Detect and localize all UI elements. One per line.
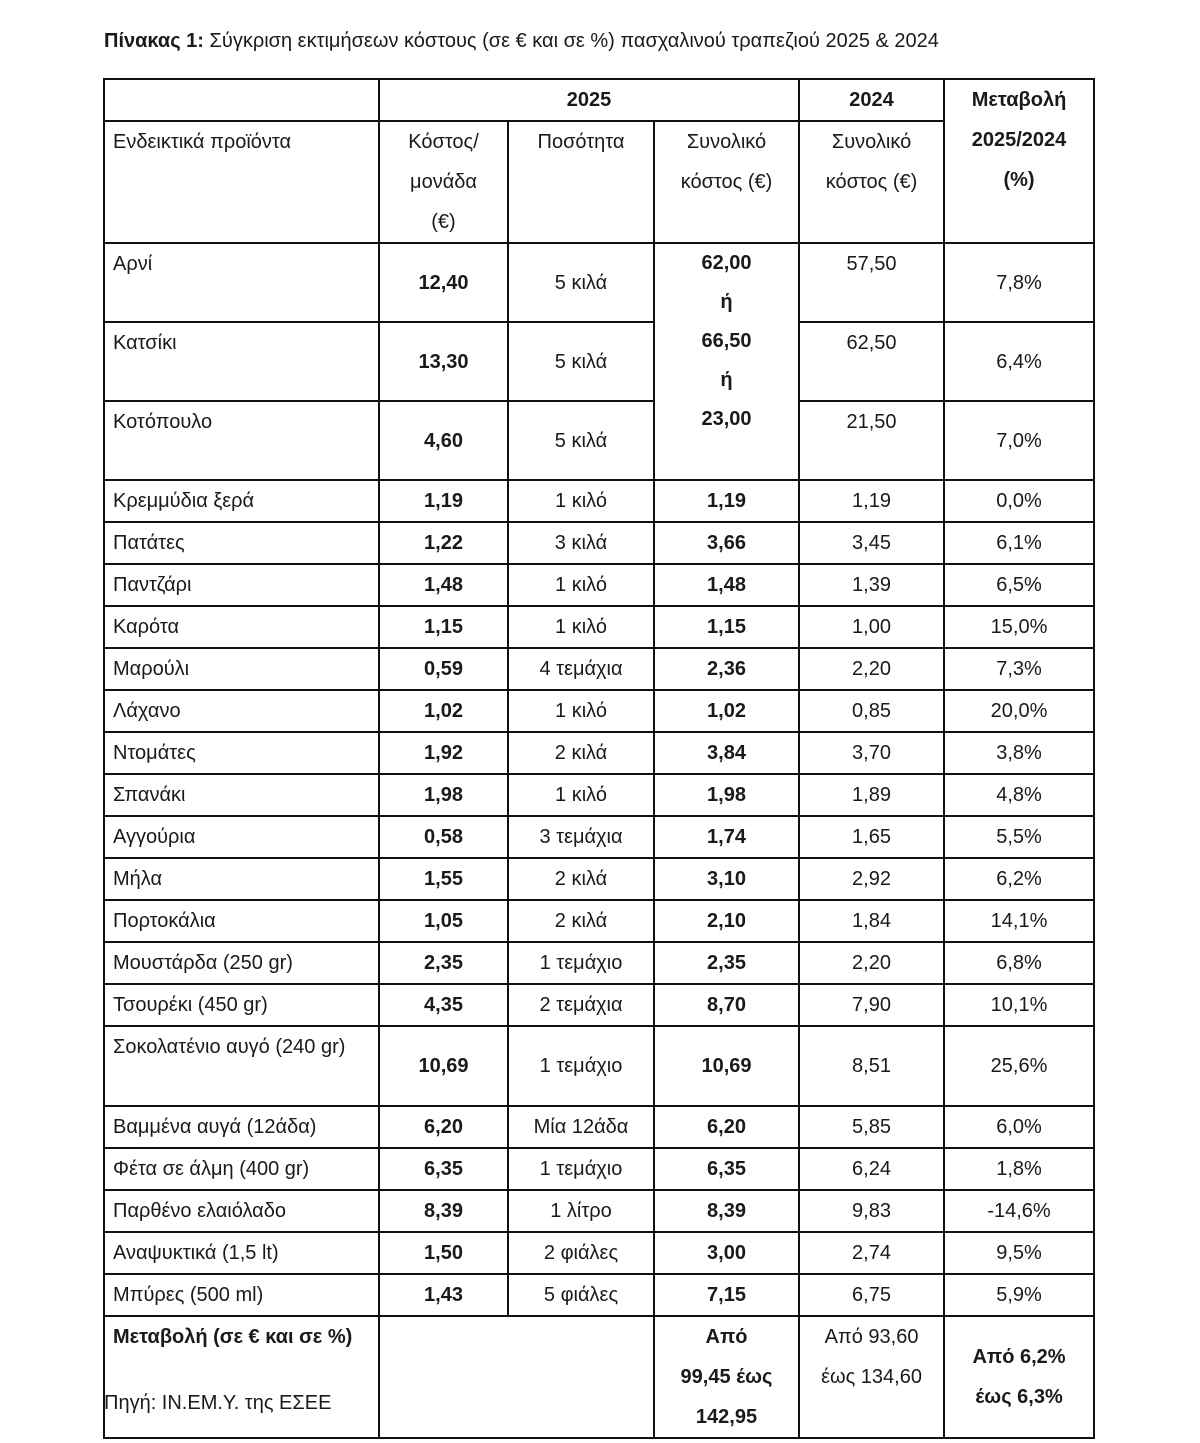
product-cell: Φέτα σε άλμη (400 gr) xyxy=(104,1148,379,1190)
meat-total-or-1: ή xyxy=(720,291,733,313)
quantity-cell: 4 τεμάχια xyxy=(508,648,654,690)
unit-cost-cell: 0,58 xyxy=(379,816,508,858)
total-2024-cell: 2,74 xyxy=(799,1232,944,1274)
change-cell: 6,1% xyxy=(944,522,1094,564)
header-unit-cost-line2: μονάδα xyxy=(410,171,477,193)
header-total-2024 xyxy=(799,121,944,243)
total-label-cell: Μεταβολή (σε € και σε %) xyxy=(104,1316,379,1438)
change-cell: 7,0% xyxy=(944,401,1094,480)
product-cell: Λάχανο xyxy=(104,690,379,732)
unit-cost-cell: 10,69 xyxy=(379,1026,508,1106)
quantity-cell: 2 φιάλες xyxy=(508,1232,654,1274)
table-row xyxy=(104,1190,1094,1232)
change-cell: 6,8% xyxy=(944,942,1094,984)
total-2024-cell: 2,92 xyxy=(799,858,944,900)
table-row xyxy=(104,480,1094,522)
meat-total-value-2: 66,50 xyxy=(701,330,752,352)
table-row-goat xyxy=(104,322,1094,401)
product-cell: Κρεμμύδια ξερά xyxy=(104,480,379,522)
change-cell: -14,6% xyxy=(944,1190,1094,1232)
quantity-cell: 5 κιλά xyxy=(508,401,654,480)
header-total-2024-line1: Συνολικό xyxy=(831,131,912,153)
total-2024-cell: 1,84 xyxy=(799,900,944,942)
header-year-2024: 2024 xyxy=(799,79,944,121)
table-row xyxy=(104,816,1094,858)
change-cell: 7,8% xyxy=(944,243,1094,322)
header-total-2025-line2: κόστος (€) xyxy=(680,171,773,193)
table-row-chicken xyxy=(104,401,1094,480)
unit-cost-cell: 1,48 xyxy=(379,564,508,606)
meat-total-value-1: 62,00 xyxy=(701,252,752,274)
change-cell: 25,6% xyxy=(944,1026,1094,1106)
table-row xyxy=(104,774,1094,816)
quantity-cell: 1 κιλό xyxy=(508,690,654,732)
total-change-range-cell xyxy=(944,1316,1094,1438)
table-row xyxy=(104,732,1094,774)
total-2025-cell: 7,15 xyxy=(654,1274,799,1316)
meat-total-2025-cell xyxy=(654,243,799,480)
product-cell: Μαρούλι xyxy=(104,648,379,690)
total-2025-cell: 1,02 xyxy=(654,690,799,732)
source-note: Πηγή: ΙΝ.ΕΜ.Υ. της ΕΣΕΕ xyxy=(104,1392,332,1414)
total-2025-cell: 6,35 xyxy=(654,1148,799,1190)
unit-cost-cell: 1,98 xyxy=(379,774,508,816)
product-cell: Σοκολατένιο αυγό (240 gr) xyxy=(104,1026,379,1106)
table-row xyxy=(104,900,1094,942)
unit-cost-cell: 1,92 xyxy=(379,732,508,774)
header-total-2025-line1: Συνολικό xyxy=(686,131,767,153)
change-cell: 6,2% xyxy=(944,858,1094,900)
change-cell: 10,1% xyxy=(944,984,1094,1026)
change-cell: 4,8% xyxy=(944,774,1094,816)
total-2024-cell: 5,85 xyxy=(799,1106,944,1148)
table-row xyxy=(104,1274,1094,1316)
unit-cost-cell: 6,35 xyxy=(379,1148,508,1190)
total-empty-cell xyxy=(379,1316,654,1438)
quantity-cell: 3 κιλά xyxy=(508,522,654,564)
change-cell: 1,8% xyxy=(944,1148,1094,1190)
table-row xyxy=(104,858,1094,900)
change-cell: 14,1% xyxy=(944,900,1094,942)
product-cell: Αρνί xyxy=(104,243,379,322)
total-2025-cell: 10,69 xyxy=(654,1026,799,1106)
unit-cost-cell: 12,40 xyxy=(379,243,508,322)
change-cell: 3,8% xyxy=(944,732,1094,774)
unit-cost-cell: 1,43 xyxy=(379,1274,508,1316)
product-cell: Παντζάρι xyxy=(104,564,379,606)
product-cell: Αναψυκτικά (1,5 lt) xyxy=(104,1232,379,1274)
total-2024-cell: 2,20 xyxy=(799,942,944,984)
unit-cost-cell: 1,50 xyxy=(379,1232,508,1274)
unit-cost-cell: 1,02 xyxy=(379,690,508,732)
change-cell: 5,5% xyxy=(944,816,1094,858)
unit-cost-cell: 1,22 xyxy=(379,522,508,564)
table-row xyxy=(104,606,1094,648)
quantity-cell: 2 κιλά xyxy=(508,858,654,900)
total-2025-range-line2: 99,45 έως xyxy=(680,1366,773,1388)
unit-cost-cell: 1,55 xyxy=(379,858,508,900)
total-2024-cell: 3,45 xyxy=(799,522,944,564)
product-cell: Μουστάρδα (250 gr) xyxy=(104,942,379,984)
quantity-cell: 1 λίτρο xyxy=(508,1190,654,1232)
total-2025-cell: 1,48 xyxy=(654,564,799,606)
total-2024-range-cell xyxy=(799,1316,944,1438)
product-cell: Πορτοκάλια xyxy=(104,900,379,942)
table-row-chocolate-egg xyxy=(104,1026,1094,1106)
quantity-cell: 2 κιλά xyxy=(508,900,654,942)
total-2024-cell: 62,50 xyxy=(799,322,944,401)
unit-cost-cell: 0,59 xyxy=(379,648,508,690)
total-2024-cell: 7,90 xyxy=(799,984,944,1026)
unit-cost-cell: 2,35 xyxy=(379,942,508,984)
change-cell: 6,0% xyxy=(944,1106,1094,1148)
total-2024-cell: 8,51 xyxy=(799,1026,944,1106)
product-cell: Παρθένο ελαιόλαδο xyxy=(104,1190,379,1232)
total-2025-cell: 3,66 xyxy=(654,522,799,564)
product-cell: Ντομάτες xyxy=(104,732,379,774)
total-change-range-line1: Από 6,2% xyxy=(972,1346,1066,1368)
total-2024-cell: 9,83 xyxy=(799,1190,944,1232)
total-2024-cell: 1,89 xyxy=(799,774,944,816)
table-row-total xyxy=(104,1316,1094,1438)
quantity-cell: Μία 12άδα xyxy=(508,1106,654,1148)
total-2024-cell: 2,20 xyxy=(799,648,944,690)
total-2024-cell: 6,24 xyxy=(799,1148,944,1190)
quantity-cell: 5 κιλά xyxy=(508,322,654,401)
total-2024-cell: 21,50 xyxy=(799,401,944,480)
total-2024-cell: 1,19 xyxy=(799,480,944,522)
table-row xyxy=(104,648,1094,690)
quantity-cell: 5 κιλά xyxy=(508,243,654,322)
table-row xyxy=(104,690,1094,732)
change-cell: 6,4% xyxy=(944,322,1094,401)
unit-cost-cell: 8,39 xyxy=(379,1190,508,1232)
header-change-years: 2025/2024 xyxy=(971,129,1067,151)
cost-comparison-table xyxy=(103,78,1095,1439)
change-cell: 0,0% xyxy=(944,480,1094,522)
table-caption xyxy=(104,30,939,53)
table-row xyxy=(104,522,1094,564)
header-year-2025: 2025 xyxy=(379,79,799,121)
header-change-unit: (%) xyxy=(1003,169,1035,191)
product-cell: Πατάτες xyxy=(104,522,379,564)
meat-total-value-3: 23,00 xyxy=(701,408,752,430)
total-2024-cell: 57,50 xyxy=(799,243,944,322)
total-2025-cell: 2,10 xyxy=(654,900,799,942)
header-total-2025 xyxy=(654,121,799,243)
total-2024-cell: 1,39 xyxy=(799,564,944,606)
total-2025-range-cell xyxy=(654,1316,799,1438)
total-2025-cell: 2,36 xyxy=(654,648,799,690)
table-row xyxy=(104,1106,1094,1148)
change-cell: 9,5% xyxy=(944,1232,1094,1274)
total-2025-cell: 3,00 xyxy=(654,1232,799,1274)
header-products: Ενδεικτικά προϊόντα xyxy=(104,121,379,243)
total-2024-cell: 1,65 xyxy=(799,816,944,858)
unit-cost-cell: 1,19 xyxy=(379,480,508,522)
quantity-cell: 1 τεμάχιο xyxy=(508,1148,654,1190)
product-cell: Αγγούρια xyxy=(104,816,379,858)
table-row xyxy=(104,984,1094,1026)
total-2024-range-line1: Από 93,60 xyxy=(824,1326,919,1348)
quantity-cell: 2 τεμάχια xyxy=(508,984,654,1026)
header-quantity: Ποσότητα xyxy=(508,121,654,243)
total-2025-cell: 1,74 xyxy=(654,816,799,858)
unit-cost-cell: 6,20 xyxy=(379,1106,508,1148)
caption-text: Σύγκριση εκτιμήσεων κόστους (σε € και σε %) πασχαλινού τραπεζιού 2025 & 2024 xyxy=(209,30,939,52)
quantity-cell: 5 φιάλες xyxy=(508,1274,654,1316)
total-2024-range-line2: έως 134,60 xyxy=(821,1366,922,1388)
table-row-lamb xyxy=(104,243,1094,322)
unit-cost-cell: 1,05 xyxy=(379,900,508,942)
quantity-cell: 3 τεμάχια xyxy=(508,816,654,858)
header-unit-cost xyxy=(379,121,508,243)
change-cell: 6,5% xyxy=(944,564,1094,606)
unit-cost-cell: 4,35 xyxy=(379,984,508,1026)
meat-total-or-2: ή xyxy=(720,369,733,391)
total-2025-cell: 3,84 xyxy=(654,732,799,774)
total-2024-cell: 0,85 xyxy=(799,690,944,732)
header-empty-cell xyxy=(104,79,379,121)
total-2025-range-line1: Από xyxy=(705,1326,748,1348)
table-row xyxy=(104,1148,1094,1190)
total-2025-cell: 3,10 xyxy=(654,858,799,900)
change-cell: 5,9% xyxy=(944,1274,1094,1316)
quantity-cell: 1 κιλό xyxy=(508,480,654,522)
change-cell: 15,0% xyxy=(944,606,1094,648)
change-cell: 20,0% xyxy=(944,690,1094,732)
total-2024-cell: 1,00 xyxy=(799,606,944,648)
quantity-cell: 2 κιλά xyxy=(508,732,654,774)
table-row xyxy=(104,942,1094,984)
quantity-cell: 1 τεμάχιο xyxy=(508,1026,654,1106)
header-unit-cost-line3: (€) xyxy=(431,211,456,233)
total-2025-cell: 1,98 xyxy=(654,774,799,816)
total-2025-cell: 1,19 xyxy=(654,480,799,522)
total-2025-cell: 2,35 xyxy=(654,942,799,984)
total-2025-cell: 6,20 xyxy=(654,1106,799,1148)
product-cell: Μήλα xyxy=(104,858,379,900)
total-2024-cell: 6,75 xyxy=(799,1274,944,1316)
total-change-range-line2: έως 6,3% xyxy=(975,1386,1063,1408)
product-cell: Βαμμένα αυγά (12άδα) xyxy=(104,1106,379,1148)
caption-label: Πίνακας 1: xyxy=(104,30,204,52)
header-unit-cost-line1: Κόστος/ xyxy=(408,131,479,153)
product-cell: Κοτόπουλο xyxy=(104,401,379,480)
header-change-title: Μεταβολή xyxy=(971,89,1067,111)
unit-cost-cell: 4,60 xyxy=(379,401,508,480)
total-2025-cell: 1,15 xyxy=(654,606,799,648)
header-row-years xyxy=(104,79,1094,121)
table-row xyxy=(104,564,1094,606)
product-cell: Σπανάκι xyxy=(104,774,379,816)
quantity-cell: 1 κιλό xyxy=(508,606,654,648)
change-cell: 7,3% xyxy=(944,648,1094,690)
total-2025-cell: 8,39 xyxy=(654,1190,799,1232)
product-cell: Τσουρέκι (450 gr) xyxy=(104,984,379,1026)
quantity-cell: 1 κιλό xyxy=(508,774,654,816)
quantity-cell: 1 κιλό xyxy=(508,564,654,606)
total-2025-range-line3: 142,95 xyxy=(695,1406,758,1428)
product-cell: Καρότα xyxy=(104,606,379,648)
quantity-cell: 1 τεμάχιο xyxy=(508,942,654,984)
product-cell: Μπύρες (500 ml) xyxy=(104,1274,379,1316)
unit-cost-cell: 13,30 xyxy=(379,322,508,401)
table-row xyxy=(104,1232,1094,1274)
header-change xyxy=(944,79,1094,243)
header-total-2024-line2: κόστος (€) xyxy=(825,171,918,193)
total-2024-cell: 3,70 xyxy=(799,732,944,774)
unit-cost-cell: 1,15 xyxy=(379,606,508,648)
total-2025-cell: 8,70 xyxy=(654,984,799,1026)
product-cell: Κατσίκι xyxy=(104,322,379,401)
